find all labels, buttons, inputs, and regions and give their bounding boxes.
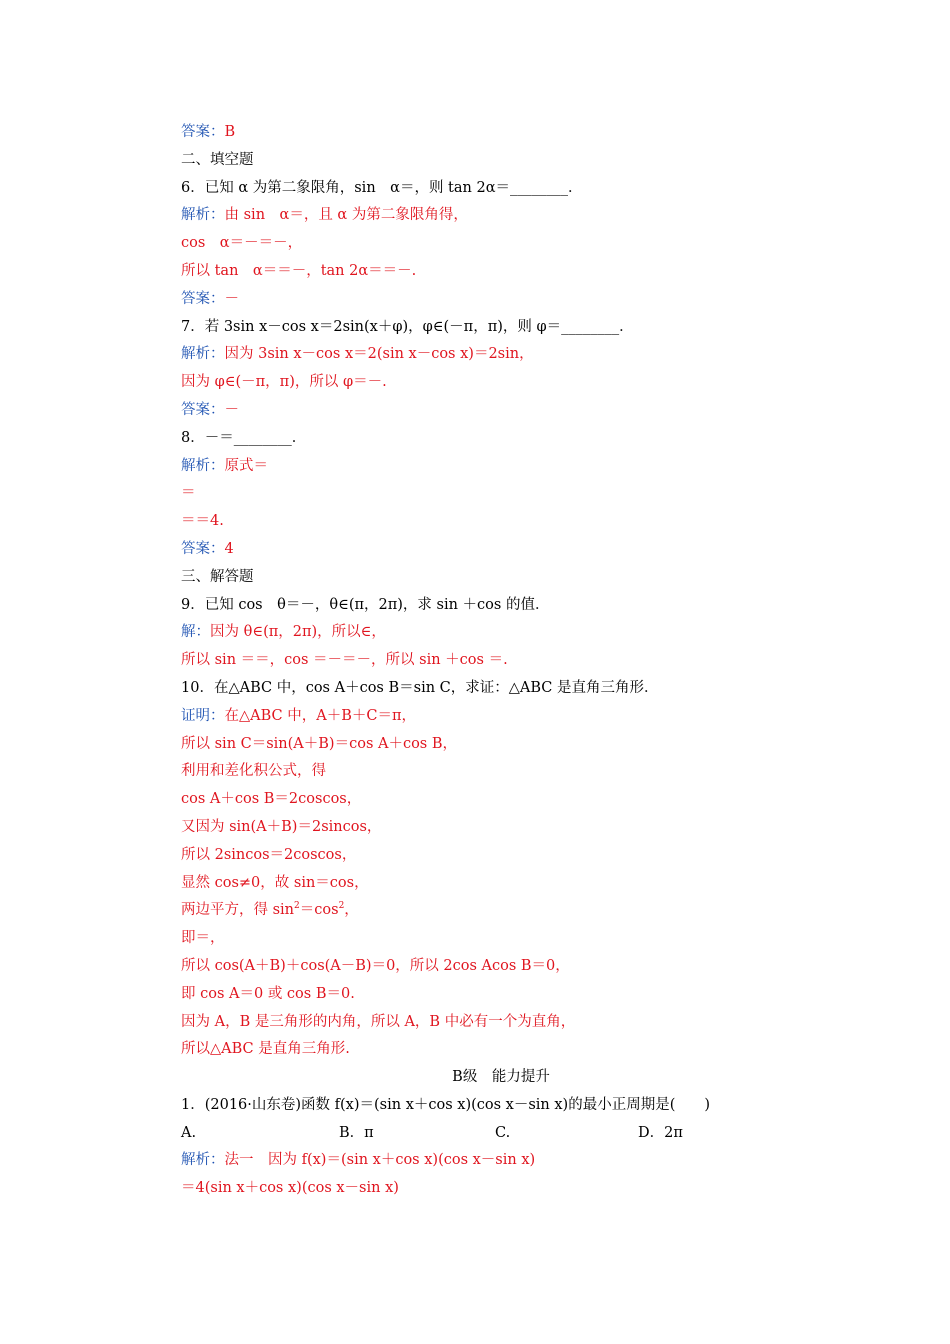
solution-text: 因为 θ∈(π，2π)，所以∈， [210,624,386,641]
proof-text: 在△ABC 中，A＋B＋C＝π， [224,707,417,724]
answer-text: B [224,124,236,140]
proof-line: 因为 A，B 是三角形的内角，所以 A，B 中必有一个为直角， [181,1013,576,1030]
answer-label: 答案： [181,124,225,140]
proof-text: ， [344,902,359,919]
answer-label: 答案： [181,401,225,418]
proof-text: ＝cos [299,902,339,919]
question-8: 8．－＝________． [181,429,307,446]
answer-line [181,536,821,564]
answer-line [181,286,821,314]
analysis-text: 因为 3sin x－cos x＝2(sin x－cos x)＝2sin， [224,346,534,363]
question-10: 10．在△ABC 中，cos A＋cos B＝sin C，求证：△ABC 是直角三角形． [181,679,659,696]
option-a: A. [181,1124,197,1141]
analysis-line [181,1147,821,1175]
option-d: D．2π [638,1124,683,1141]
proof-line: 所以 2sincos＝2coscos， [181,846,357,863]
solution-label: 解： [181,624,210,641]
superscript: 2 [294,901,300,912]
solution-line: ＝ [181,485,196,502]
analysis-line [181,202,821,230]
answer-text: 4 [224,540,234,557]
analysis-text: 原式＝ [224,457,268,474]
solution-line [181,619,821,647]
proof-line: 又因为 sin(A＋B)＝2sincos， [181,818,382,835]
solution-line: 所以 tan α＝＝－，tan 2α＝＝－. [181,262,417,279]
answer-label: 答案： [181,290,225,307]
question-6: 6．已知 α 为第二象限角，sin α＝，则 tan 2α＝________． [181,179,583,196]
proof-line: cos A＋cos B＝2coscos， [181,791,362,808]
proof-text: 两边平方，得 sin [181,902,295,919]
proof-line: 所以 cos(A＋B)＋cos(A－B)＝0，所以 2cos Acos B＝0， [181,957,570,974]
level-heading: B级 能力提升 [452,1069,550,1086]
proof-line: 所以 sin C＝sin(A＋B)＝cos A＋cos B， [181,735,458,752]
answer-text: － [224,401,239,418]
superscript: 2 [338,901,345,912]
solution-line: 因为 φ∈(－π，π)，所以 φ＝－. [181,374,387,391]
solution-line: ＝4(sin x＋cos x)(cos x－sin x) [181,1180,399,1197]
question-9: 9．已知 cos θ＝－，θ∈(π，2π)，求 sin ＋cos 的值． [181,596,550,613]
question-b1: 1．(2016·山东卷)函数 f(x)＝(sin x＋cos x)(cos x－sin x)的最小正周期是( ) [181,1096,711,1113]
proof-line: 显然 cos≠0，故 sin＝cos， [181,874,369,891]
solution-line: 所以 sin ＝＝，cos ＝－＝－，所以 sin ＋cos ＝. [181,652,508,669]
document-page [181,119,821,1203]
section-heading: 三、解答题 [181,568,254,585]
solution-line: cos α＝－＝－， [181,235,303,252]
proof-line [181,703,821,731]
answer-label: 答案： [181,540,225,557]
proof-line: 利用和差化积公式，得 [181,763,326,780]
analysis-label: 解析： [181,207,225,224]
analysis-line [181,341,821,369]
answer-line [181,397,821,425]
proof-line: 即＝， [181,930,225,947]
option-c: C. [495,1124,511,1141]
answer-line [181,119,821,147]
answer-text: － [224,290,239,307]
question-7: 7．若 3sin x－cos x＝2sin(x＋φ)，φ∈(－π，π)，则 φ＝________． [181,318,634,335]
proof-line: 所以△ABC 是直角三角形. [181,1041,350,1058]
proof-line: 即 cos A＝0 或 cos B＝0. [181,985,355,1002]
options-row [181,1120,821,1148]
analysis-label: 解析： [181,457,225,474]
analysis-label: 解析： [181,346,225,363]
analysis-text: 由 sin α＝，且 α 为第二象限角得， [224,207,468,224]
analysis-line [181,453,821,481]
proof-label: 证明： [181,707,225,724]
solution-line: ＝＝4. [181,513,224,530]
proof-line [181,897,821,925]
option-b: B．π [339,1124,374,1141]
analysis-text: 法一 因为 f(x)＝(sin x＋cos x)(cos x－sin x) [224,1152,536,1169]
analysis-label: 解析： [181,1152,225,1169]
section-heading: 二、填空题 [181,151,254,168]
